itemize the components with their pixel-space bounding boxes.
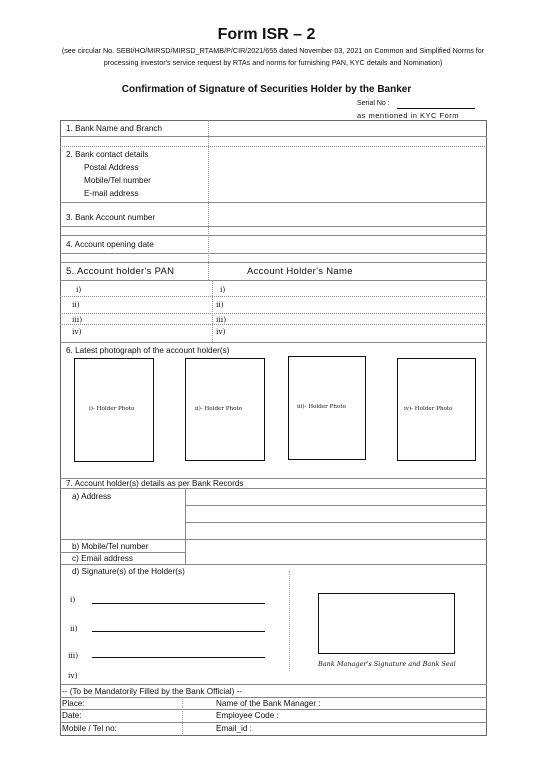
signature-row-4: iv) [68,671,78,680]
name-row-1: i) [220,285,226,294]
holder-photo-label-4: iv)- Holder Photo [404,406,453,412]
holder-photo-box-2[interactable] [185,358,265,461]
place-label: Place: [62,699,85,708]
holder-photo-box-1[interactable] [74,358,154,462]
bank-name-field[interactable] [210,122,486,135]
holder-photo-label-2: ii)- Holder Photo [195,406,243,412]
signature-line-3[interactable] [92,657,265,658]
pan-row-4: iv) [72,327,82,336]
bank-contact-label: 2. Bank contact details [66,150,149,159]
photo-section-label: 6. Latest photograph of the account holder(s) [66,346,230,355]
bank-contact-field[interactable] [210,148,486,201]
holder-name-header: Account Holder's Name [247,266,353,277]
postal-address-label: Postal Address [84,163,139,172]
holder-photo-label-1: i)- Holder Photo [89,406,135,412]
holder-photo-box-4[interactable] [397,358,476,461]
manager-name-label: Name of the Bank Manager : [216,699,321,708]
holder-signature-label: d) Signature(s) of the Holder(s) [72,567,185,576]
holder-photo-box-3[interactable] [288,356,366,460]
serial-number-field[interactable] [397,108,475,109]
bank-email-footer-label: Email_id : [216,724,252,733]
holder-details-label: 7. Account holder(s) details as per Bank Records [66,479,244,488]
serial-label: Serial No : [357,100,390,107]
pan-header: 5. Account holder's PAN [66,266,175,277]
bank-name-label: 1. Bank Name and Branch [66,124,163,133]
signature-row-3: iii) [68,651,79,660]
account-number-field[interactable] [210,204,486,225]
name-row-2: ii) [216,300,224,309]
holder-photo-label-3: iii)- Holder Photo [297,404,346,410]
bank-email-label: E-mail address [84,189,139,198]
form-title: Form ISR – 2 [217,26,316,43]
name-row-4: iv) [216,327,226,336]
account-opening-date-field[interactable] [210,237,486,252]
bank-seal-box[interactable] [318,593,455,654]
pan-row-3: iii) [72,315,83,324]
name-row-3: iii) [216,315,227,324]
account-opening-date-label: 4. Account opening date [66,240,154,249]
signature-line-1[interactable] [92,603,265,604]
address-label: a) Address [72,492,112,501]
pan-row-1: i) [76,285,82,294]
bank-mobile-label: Mobile/Tel number [84,176,151,185]
mandatory-note: -- (To be Mandatorily Filled by the Bank Official) -- [62,687,243,696]
signature-row-1: i) [70,595,76,604]
holder-mobile-label: b) Mobile/Tel number [72,542,149,551]
bank-mobile-footer-label: Mobile / Tel no: [62,724,117,733]
date-label: Date: [62,711,82,720]
kyc-note: as mentioned in KYC Form [357,111,460,120]
account-number-label: 3. Bank Account number [66,213,156,222]
pan-row-2: ii) [72,300,80,309]
holder-email-label: c) Email address [72,554,133,563]
signature-row-2: ii) [70,624,78,633]
employee-code-label: Employee Code : [216,711,279,720]
form-heading: Confirmation of Signature of Securities Holder by the Banker [121,84,412,95]
form-subtitle: (see circular No. SEBI/HO/MIRSD/MIRSD_RTAMB/P/CIR/2021/655 dated November 03, 2021 on Common and Simplified Norms for processing investor's service request by RTAs and norms for furnishing PAN, KYC details and Nomination) [61,46,485,67]
address-field[interactable] [187,490,485,538]
bank-seal-label: Bank Manager's Signature and Bank Seal [318,660,456,668]
signature-line-2[interactable] [92,631,265,632]
